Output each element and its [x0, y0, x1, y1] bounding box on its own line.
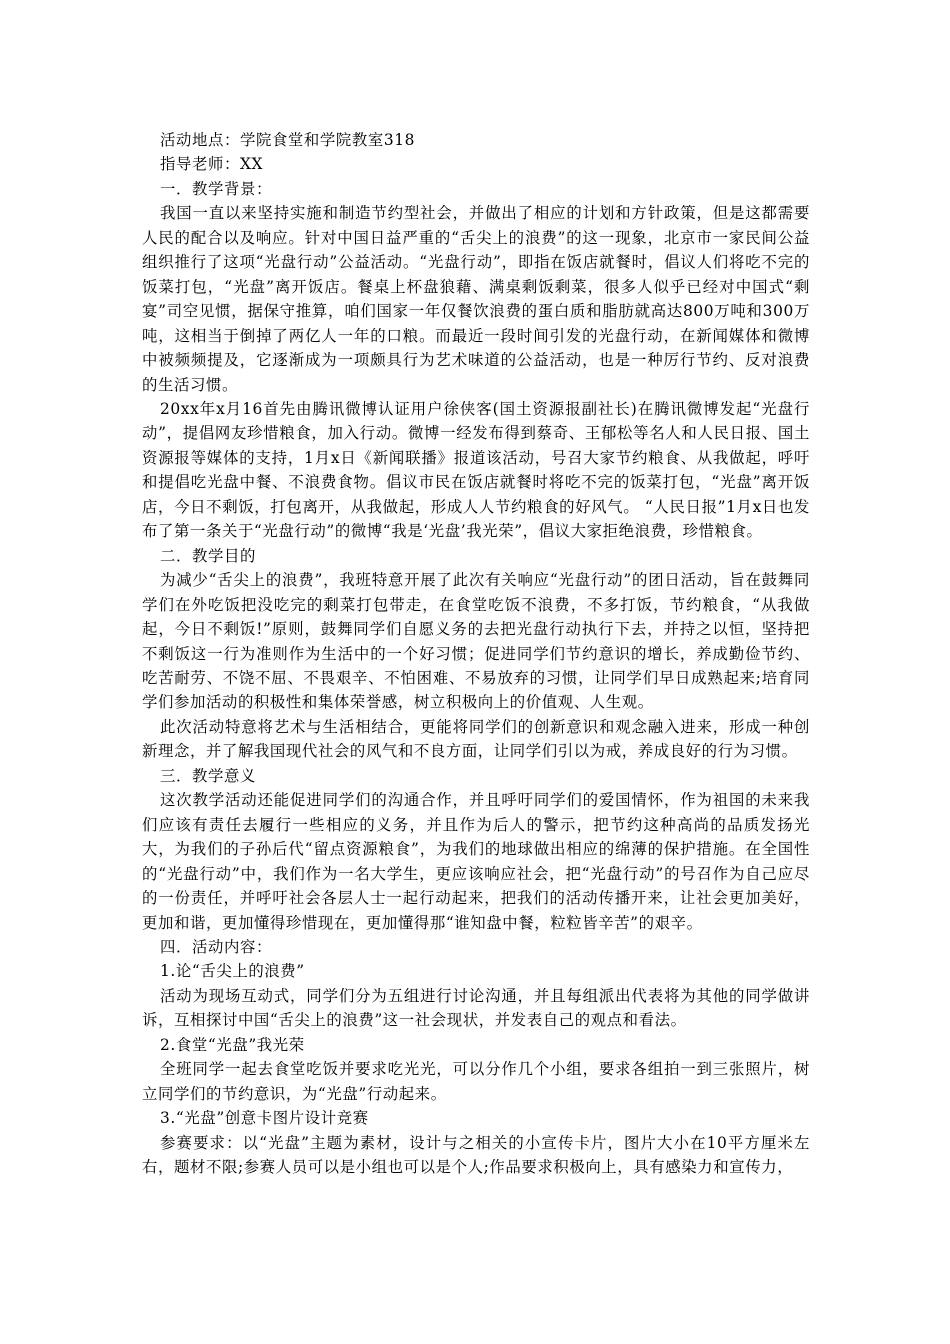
purpose-paragraph-2: 此次活动特意将艺术与生活相结合，更能将同学们的创新意识和观念融入进来，形成一种创新理念，并了解我国现代社会的风气和不良方面，让同学们引以为戒，养成良好的行为习惯。	[142, 717, 810, 761]
significance-paragraph: 这次教学活动还能促进同学们的沟通合作，并且呼吁同学们的爱国情怀，作为祖国的未来我们应该有责任去履行一些相应的义务，并且作为后人的警示，把节约这种高尚的品质发扬光大，为我们的子孙后代“留点资源粮食”，为我们的地球做出相应的绵薄的保护措施。在全国性的“光盘行动”中，我们作为一名大学生，更应该响应社会，把“光盘行动”的号召作为自己应尽的一份责任，并呼吁社会各层人士一起行动起来，把我们的活动传播开来，让社会更加美好，更加和谐，更加懂得珍惜现在，更加懂得那“谁知盘中餐，粒粒皆辛苦”的艰辛。	[142, 791, 810, 932]
section-heading-content: 四．活动内容：	[160, 937, 272, 956]
instructor-line: 指导老师：XX	[160, 155, 264, 174]
activity-2-title: 2.食堂“光盘”我光荣	[160, 1035, 305, 1054]
document-body	[142, 128, 810, 1179]
purpose-paragraph-1: 为减少“舌尖上的浪费”，我班特意开展了此次有关响应“光盘行动”的团日活动，旨在鼓舞同学们在外吃饭把没吃完的剩菜打包带走，在食堂吃饭不浪费，不多打饭，节约粮食，“从我做起，今日不剩饭!”原则，鼓舞同学们自愿义务的去把光盘行动执行下去，并持之以恒，坚持把不剩饭这一行为准则作为生活中的一个好习惯；促进同学们节约意识的增长，养成勤俭节约、吃苦耐劳、不饶不屈、不畏艰辛、不怕困难、不易放弃的习惯，让同学们早日成熟起来;培育同学们参加活动的积极性和集体荣誉感，树立积极向上的价值观、人生观。	[142, 571, 810, 712]
section-heading-significance: 三．教学意义	[160, 766, 256, 785]
activity-1-paragraph: 活动为现场互动式，同学们分为五组进行讨论沟通，并且每组派出代表将为其他的同学做讲诉，互相探讨中国“舌尖上的浪费”这一社会现状，并发表自己的观点和看法。	[142, 986, 810, 1030]
section-heading-purpose: 二．教学目的	[160, 546, 256, 565]
activity-3-title: 3.“光盘”创意卡图片设计竞赛	[160, 1109, 369, 1128]
background-paragraph-1: 我国一直以来坚持实施和制造节约型社会，并做出了相应的计划和方针政策，但是这都需要人民的配合以及响应。针对中国日益严重的“舌尖上的浪费”的这一现象，北京市一家民间公益组织推行了这项“光盘行动”公益活动。“光盘行动”，即指在饭店就餐时，倡议人们将吃不完的饭菜打包，“光盘”离开饭店。餐桌上杯盘狼藉、满桌剩饭剩菜，很多人似乎已经对中国式“剩宴”司空见惯，据保守推算，咱们国家一年仅餐饮浪费的蛋白质和脂肪就高达800万吨和300万吨，这相当于倒掉了两亿人一年的口粮。而最近一段时间引发的光盘行动，在新闻媒体和微博中被频频提及，它逐渐成为一项颇具行为艺术味道的公益活动，也是一种厉行节约、反对浪费的生活习惯。	[142, 204, 810, 394]
activity-location-line: 活动地点：学院食堂和学院教室318	[160, 131, 416, 149]
background-paragraph-2: 20xx年x月16首先由腾讯微博认证用户徐侠客(国土资源报副社长)在腾讯微博发起“光盘行动”，提倡网友珍惜粮食，加入行动。微博一经发布得到蔡奇、王郁松等名人和人民日报、国土资源报等媒体的支持，1月x日《新闻联播》报道该活动，号召大家节约粮食、从我做起，呼吁和提倡吃光盘中餐、不浪费食物。倡议市民在饭店就餐时将吃不完的饭菜打包，“光盘”离开饭店，今日不剩饭，打包离开，从我做起，形成人人节约粮食的好风气。 “人民日报”1月x日也发布了第一条关于“光盘行动”的微博“我是‘光盘’我光荣”，倡议大家拒绝浪费，珍惜粮食。	[142, 399, 810, 541]
activity-3-paragraph: 参赛要求：以“光盘”主题为素材，设计与之相关的小宣传卡片，图片大小在10平方厘米左右，题材不限;参赛人员可以是小组也可以是个人;作品要求积极向上，具有感染力和宣传力，	[142, 1133, 810, 1177]
section-heading-background: 一．教学背景：	[160, 179, 272, 198]
activity-2-paragraph: 全班同学一起去食堂吃饭并要求吃光光，可以分作几个小组，要求各组拍一到三张照片，树立同学们的节约意识，为“光盘”行动起来。	[142, 1060, 810, 1103]
activity-1-title: 1.论“舌尖上的浪费”	[160, 962, 305, 981]
